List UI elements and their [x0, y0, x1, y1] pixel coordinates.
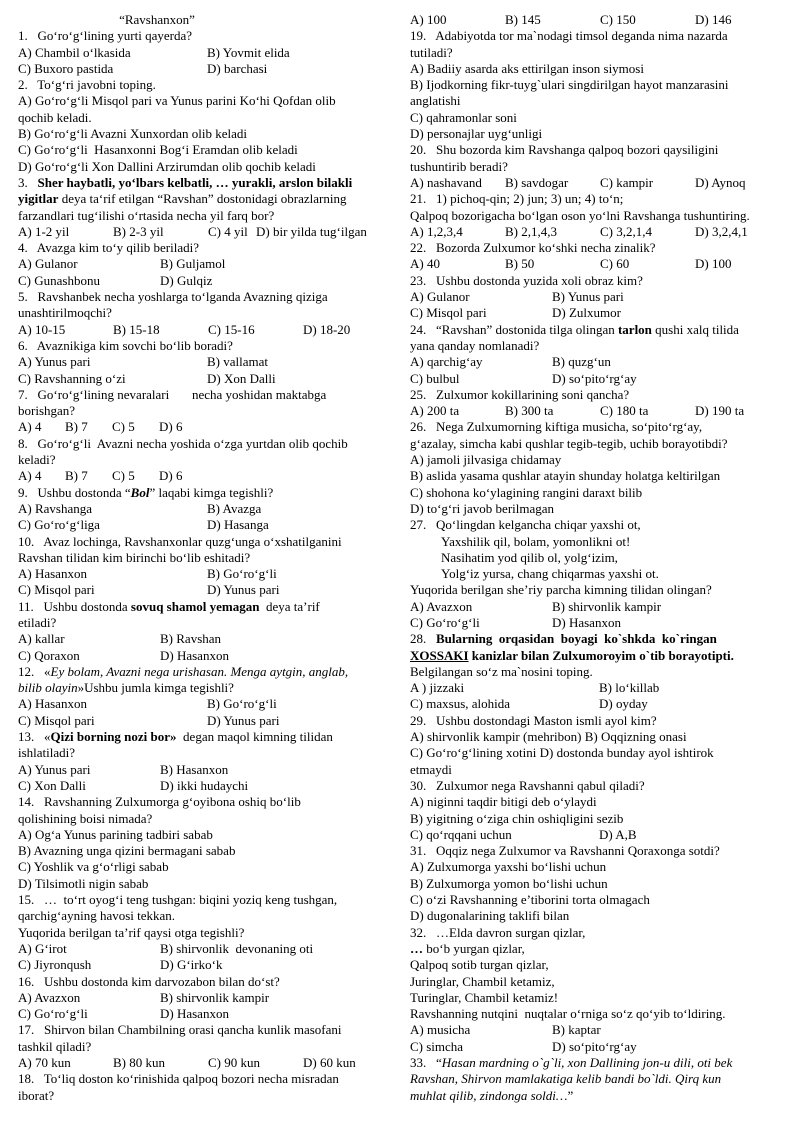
question-prompt: Ravshanning nutqini nuqtalar o‘rniga so‘z qo‘yib to‘ldiring.: [410, 1006, 726, 1022]
quote-close: ”: [567, 1087, 574, 1103]
question-text: 29. Ushbu dostondagi Maston ismli ayol kim?: [410, 712, 657, 728]
option-a: A) Go‘ro‘g‘li Misqol pari va Yunus parini Ko‘hi Qofdan olib: [18, 93, 336, 109]
option-d: D) so‘pito‘rg‘ay: [552, 370, 637, 386]
question-4: [18, 240, 396, 289]
question-text: 6. Avaznikiga kim sovchi bo‘lib boradi?: [18, 337, 233, 353]
verse-line-2: Yaxshilik qil, bolam, yomonlikni ot!: [441, 533, 631, 549]
option-b: B) aslida yasama qushlar atayin shunday holatga keltirilgan: [410, 468, 721, 484]
question-text-cont: qarchig‘ayning havosi tekkan.: [18, 908, 176, 924]
option-d: D) 18-20: [303, 321, 351, 337]
option-a: A) Zulxumorga yaxshi bo‘lishi uchun: [410, 859, 607, 875]
quote-text: Hasan mardning o`g`li, xon Dallining jon-u dili, oti bek: [441, 1055, 733, 1070]
question-bold-text-2: yigitlar: [18, 191, 59, 207]
question-27: [410, 517, 788, 631]
option-c: C) shohona ko‘ylagining rangini daraxt bilib: [410, 484, 643, 500]
option-b: B) 50: [505, 256, 535, 272]
option-d-cont: etmaydi: [410, 761, 452, 777]
option-d: D) Hasanxon: [552, 614, 621, 630]
option-b: B) 15-18: [113, 321, 160, 337]
option-c: C) qo‘rqqani uchun: [410, 826, 512, 842]
option-c: C) qahramonlar soni: [410, 109, 517, 125]
question-10: [18, 534, 396, 599]
option-c: C) Go‘ro‘g‘li: [18, 1006, 88, 1022]
question-text: 25. Zulxumor kokillarining soni qancha?: [410, 386, 630, 402]
question-text-cont: yana qanday nomlanadi?: [410, 337, 540, 353]
option-c: C) kampir: [600, 174, 654, 190]
option-a: A) Avazxon: [410, 598, 473, 614]
option-b: B) Guljamol: [160, 256, 226, 272]
option-d: D) barchasi: [207, 60, 268, 76]
option-a: A) 10-15: [18, 321, 66, 337]
option-c: C) Xon Dalli: [18, 777, 86, 793]
question-text-cont: keladi?: [18, 452, 56, 468]
option-c: C) 15-16: [208, 321, 255, 337]
option-b: B) savdogar: [505, 174, 569, 190]
option-b: B) 300 ta: [505, 403, 554, 419]
option-c: C) Gunashbonu: [18, 272, 100, 288]
question-11: [18, 599, 396, 664]
question-text: 30. Zulxumor nega Ravshanni qabul qiladi?: [410, 777, 645, 793]
option-c: C) Misqol pari: [18, 712, 95, 728]
question-text-cont: Ravshan tilidan kim birinchi bo‘lib eshitadi?: [18, 549, 251, 565]
question-text-cont: tushuntirib beradi?: [410, 158, 508, 174]
question-text-cont: tutiladi?: [410, 44, 453, 60]
question-19: [410, 28, 788, 142]
option-d: D) 60 kun: [303, 1055, 356, 1070]
option-b: B) Avazga: [207, 500, 262, 516]
question-text: 19. Adabiyotda tor ma`nodagi timsol deganda nima nazarda: [410, 28, 728, 44]
question-15: [18, 892, 396, 973]
option-a: A) 40: [410, 256, 440, 272]
option-c: C) 4 yil: [208, 223, 248, 239]
option-c: C) simcha: [410, 1038, 464, 1054]
question-9: [18, 485, 396, 534]
option-d: D) 6: [159, 468, 183, 484]
question-prompt: Belgilangan so‘z ma`nosini toping.: [410, 663, 593, 679]
verse-line-4: Juringlar, Chambil ketamiz,: [410, 973, 555, 989]
question-25: [410, 387, 788, 420]
question-13: [18, 729, 396, 794]
question-text: 10. Avaz lochinga, Ravshanxonlar quzg‘unga o‘xshatilganini: [18, 533, 342, 549]
question-12: [18, 664, 396, 729]
option-d: D) Gulqiz: [160, 272, 213, 288]
option-b: B) 2,1,4,3: [505, 223, 557, 239]
option-c: C) Go‘ro‘g‘li: [410, 614, 480, 630]
question-text: 18. To‘liq doston ko‘rinishida qalpoq bozori necha misradan: [18, 1071, 339, 1087]
question-text: 26. Nega Zulxumorning kiftiga musicha, so‘pito‘rg‘ay,: [410, 419, 703, 435]
option-b: B) lo‘killab: [599, 680, 660, 696]
option-d: D) Hasanxon: [160, 647, 229, 663]
option-a: A) Yunus pari: [18, 354, 91, 370]
question-16: [18, 974, 396, 1023]
question-text: 21. 1) pichoq-qin; 2) jun; 3) un; 4) to‘n;: [410, 191, 624, 207]
option-b: B) vallamat: [207, 354, 269, 370]
quote-text: Ey bolam, Avazni nega urishasan. Menga aytgin, anglab,: [50, 663, 349, 679]
option-a: A) 1,2,3,4: [410, 223, 463, 239]
option-a: A) Og‘a Yunus parining tadbiri sabab: [18, 826, 213, 842]
option-d: D) so‘pito‘rg‘ay: [552, 1038, 637, 1054]
question-21: [410, 191, 788, 240]
option-d: D) Hasanxon: [160, 1006, 229, 1022]
option-b: B) 145: [505, 12, 541, 27]
option-d: D) Go‘ro‘g‘li Xon Dallini Arzirumdan olib qochib keladi: [18, 158, 316, 174]
question-text: 14. Ravshanning Zulxumorga g‘oyibona oshiq bo‘lib: [18, 794, 301, 810]
option-a: A) Hasanxon: [18, 696, 87, 712]
option-b: B) Yunus pari: [552, 289, 624, 305]
question-8: [18, 436, 396, 485]
question-text-end: deya ta’rif: [259, 598, 320, 614]
option-d: D) 6: [159, 419, 183, 435]
question-text: 8. Go‘ro‘g‘li Avazni necha yoshida o‘zga yurtdan olib qochib: [18, 435, 348, 451]
question-text: 2. To‘g‘ri javobni toping.: [18, 77, 156, 93]
option-a: A) 4: [18, 468, 42, 484]
verse-line-4: Yolg‘iz yursa, chang chiqarmas yaxshi ot.: [441, 566, 659, 582]
question-text-cont: Qalpoq bozorigacha bo‘lgan oson yo‘lni Ravshanga tushuntiring.: [410, 207, 750, 223]
option-b: B) Zulxumorga yomon bo‘lishi uchun: [410, 875, 608, 891]
option-a: A) Gulanor: [410, 289, 470, 305]
quote-text-3: muhlat qilib, zindonga soldi…: [410, 1087, 568, 1103]
option-a: A ) jizzaki: [410, 680, 465, 696]
question-text: degan maqol kimning tilidan: [176, 729, 333, 745]
question-bold-text: Bularning orqasidan boyagi ko`shkda ko`ringan: [436, 631, 717, 647]
question-24: [410, 322, 788, 387]
doc-title: “Ravshanxon”: [119, 12, 195, 27]
option-a: A) Gulanor: [18, 256, 78, 272]
question-keyword: Qizi borning nozi bor»: [50, 729, 177, 745]
quote-text-cont: bilib olayin: [18, 680, 78, 696]
question-17: [18, 1022, 396, 1071]
option-d: D) G‘irko‘k: [160, 957, 223, 973]
question-text: »Ushbu jumla kimga tegishli?: [77, 680, 234, 696]
verse-blank: …: [410, 940, 423, 956]
option-a: A) 70 kun: [18, 1055, 71, 1070]
question-2: [18, 77, 396, 175]
question-text: 23. Ushbu dostonda yuzida xoli obraz kim?: [410, 272, 643, 288]
question-22: [410, 240, 788, 273]
option-d: D) Zulxumor: [552, 305, 621, 321]
question-text-cont: borishgan?: [18, 403, 76, 419]
question-text: deya ta‘rif etilgan “Ravshan” dostonidagi obrazlarning: [58, 191, 347, 207]
question-text: 9. Ushbu dostonda “: [18, 484, 131, 500]
option-b: B) quzg‘un: [552, 354, 611, 370]
option-b: B) Yovmit elida: [207, 44, 290, 60]
option-b: B) shirvonlik kampir: [160, 989, 270, 1005]
option-d: D) ikki hudaychi: [160, 777, 249, 793]
option-a-cont: qochib keladi.: [18, 109, 92, 125]
option-d: D) dostonda bunday ayol ishtirok: [536, 745, 714, 761]
option-c: C) 5: [112, 419, 135, 435]
question-text-cont: tashkil qiladi?: [18, 1038, 92, 1054]
question-text: 7. Go‘ro‘g‘lining nevaralari necha yoshidan maktabga: [18, 386, 327, 402]
question-5: [18, 289, 396, 338]
option-d: D) 190 ta: [695, 403, 745, 419]
option-b: B) yigitning o‘ziga chin oshiqligini sezib: [410, 810, 624, 826]
option-a: A) Hasanxon: [18, 566, 87, 582]
question-text: 15. … to‘rt oyog‘i teng tushgan: biqini yoziq keng tushgan,: [18, 892, 338, 908]
question-text-cont: ishlatiladi?: [18, 745, 76, 761]
question-text-cont: iborat?: [18, 1087, 55, 1103]
option-c: C) bulbul: [410, 370, 460, 386]
question-32: [410, 925, 788, 1055]
option-a: A) Ravshanga: [18, 500, 93, 516]
option-c: C) Buxoro pastida: [18, 60, 114, 76]
verse-line-3: Nasihatim yod qilib ol, yolg‘izim,: [441, 549, 618, 565]
question-text: 17. Shirvon bilan Chambilning orasi qancha kunlik masofani: [18, 1022, 342, 1038]
option-d: D) Tilsimotli nigin sabab: [18, 875, 149, 891]
option-c: C) Ravshanning o‘zi: [18, 370, 126, 386]
option-d: D) personajlar uyg‘unligi: [410, 126, 543, 142]
option-b: B) Ijodkorning fikr-tuyg`ulari singdirilgan hayot manzarasini: [410, 77, 729, 93]
question-text: 20. Shu bozorda kim Ravshanga qalpoq bozori qaysiligini: [410, 142, 719, 158]
question-text: 4. Avazga kim to‘y qilib beriladi?: [18, 240, 199, 256]
option-a: A) Badiiy asarda aks ettirilgan inson siymosi: [410, 60, 644, 76]
question-number: 3.: [18, 174, 38, 190]
option-b: B) 7: [65, 419, 88, 435]
question-text-end: qushi xalq tilida: [651, 321, 739, 337]
option-b: B) Ravshan: [160, 631, 222, 647]
option-b-cont: anglatishi: [410, 93, 461, 109]
question-number: 33. “: [410, 1055, 442, 1070]
option-b: B) Hasanxon: [160, 761, 229, 777]
option-a: A) 100: [410, 12, 447, 27]
option-a: A) jamoli jilvasiga chidamay: [410, 452, 562, 468]
option-b: B) 80 kun: [113, 1055, 165, 1070]
option-d: D) 3,2,4,1: [695, 223, 748, 239]
option-c: C) Qoraxon: [18, 647, 80, 663]
question-23: [410, 273, 788, 322]
option-c: C) Go‘ro‘g‘liga: [18, 517, 100, 533]
option-b: B) Go‘ro‘g‘li: [207, 566, 277, 582]
option-a: A) Chambil o‘lkasida: [18, 44, 131, 60]
question-bold-text-2: kanizlar bilan Zulxumoroyim o`tib borayotipti.: [468, 647, 734, 663]
question-29: [410, 713, 788, 778]
option-c: C) maxsus, alohida: [410, 696, 511, 712]
right-column: [410, 12, 788, 1104]
option-a: A) Avazxon: [18, 989, 81, 1005]
option-b: B) Avazning unga qizini bermagani sabab: [18, 843, 236, 859]
option-c: C) 5: [112, 468, 135, 484]
question-keyword: Bol: [130, 484, 150, 500]
option-d: D) 100: [695, 256, 732, 272]
question-text-cont: unashtirilmoqchi?: [18, 305, 112, 321]
question-33: [410, 1055, 788, 1104]
option-c: C) Misqol pari: [410, 305, 487, 321]
option-c: C) o‘zi Ravshanning e’tiborini torta olmagach: [410, 892, 650, 908]
option-d: D) oyday: [599, 696, 648, 712]
option-a: A) musicha: [410, 1022, 471, 1038]
question-prompt: Yuqorida berilgan she’riy parcha kimning tilidan olingan?: [410, 582, 712, 598]
question-number: 28.: [410, 631, 436, 647]
option-d: D) A,B: [599, 826, 637, 842]
option-d: D) Yunus pari: [207, 582, 280, 598]
question-text: 16. Ushbu dostonda kim darvozabon bilan do‘st?: [18, 973, 280, 989]
question-keyword: tarlon: [617, 321, 652, 337]
option-a: A) kallar: [18, 631, 65, 647]
option-a: A) Yunus pari: [18, 761, 91, 777]
question-18-options: [410, 12, 788, 28]
option-a: A) niginni taqdir bitigi deb o‘ylaydi: [410, 794, 597, 810]
question-text: 22. Bozorda Zulxumor ko‘shki necha zinalik?: [410, 240, 656, 256]
question-6: [18, 338, 396, 387]
option-c: C) Misqol pari: [18, 582, 95, 598]
verse-line-3: Qalpoq sotib turgan qizlar,: [410, 957, 549, 973]
question-7: [18, 387, 396, 436]
option-a: A) G‘irot: [18, 940, 67, 956]
question-text: 31. Oqqiz nega Zulxumor va Ravshanni Qoraxonga sotdi?: [410, 843, 720, 859]
question-28: [410, 631, 788, 712]
options-a-b: A) shirvonlik kampir (mehribon) B) Oqqizning onasi: [410, 729, 687, 745]
question-text: 1. Go‘ro‘g‘lining yurti qayerda?: [18, 28, 193, 44]
option-d: D) bir yilda tug‘ilgan: [256, 223, 367, 239]
option-c: C) 90 kun: [208, 1055, 260, 1070]
option-d: D) 146: [695, 12, 732, 27]
option-c: C) 60: [600, 256, 630, 272]
question-18: [18, 1071, 396, 1104]
option-b: B) shirvonlik kampir: [552, 598, 662, 614]
question-keyword: sovuq shamol yemagan: [130, 598, 260, 614]
option-a: A) nashavand: [410, 174, 482, 190]
option-c: C) Jiyronqush: [18, 957, 92, 973]
question-text-end: ” laqabi kimga tegishli?: [149, 484, 274, 500]
option-c: C) Go‘ro‘g‘lining xotini: [410, 745, 537, 761]
option-b: B) Go‘ro‘g‘li: [207, 696, 277, 712]
option-b: B) 7: [65, 468, 88, 484]
verse-line-1: 32. …Elda davron surgan qizlar,: [410, 924, 586, 940]
question-text-cont: g‘azalay, simcha kabi qushlar tegib-tegib, uchib borayotibdi?: [410, 435, 728, 451]
question-3: [18, 175, 396, 240]
option-d: D) dugonalarining taklifi bilan: [410, 908, 570, 924]
option-c: C) 180 ta: [600, 403, 649, 419]
question-31: [410, 843, 788, 924]
option-d: D) to‘g‘ri javob berilmagan: [410, 500, 555, 516]
question-text-cont: etiladi?: [18, 614, 57, 630]
option-d: D) Yunus pari: [207, 712, 280, 728]
verse-line-1: 27. Qo‘lingdan kelgancha chiqar yaxshi ot,: [410, 517, 641, 533]
option-c: C) Go‘ro‘g‘li Hasanxonni Bog‘i Eramdan olib keladi: [18, 142, 298, 158]
question-text: 5. Ravshanbek necha yoshlarga to‘lganda Avazning qiziga: [18, 289, 328, 305]
quote-text-2: Ravshan, Shirvon mamlakatiga kelib bandi bo`ldi. Qirq kun: [410, 1071, 722, 1087]
question-20: [410, 142, 788, 191]
question-prompt: Yuqorida berilgan ta’rif qaysi otga tegishli?: [18, 924, 245, 940]
option-b: B) Go‘ro‘g‘li Avazni Xunxordan olib keladi: [18, 126, 248, 142]
question-number: 12. «: [18, 663, 51, 679]
question-text: 11. Ushbu dostonda: [18, 598, 131, 614]
question-number: 13. «: [18, 729, 51, 745]
option-d: D) Xon Dalli: [207, 370, 276, 386]
question-26: [410, 419, 788, 517]
question-14: [18, 794, 396, 892]
option-a: A) 4: [18, 419, 42, 435]
question-text-cont: farzandlari tug‘ilishi o‘rtasida necha yil farq bor?: [18, 207, 275, 223]
option-a: A) 1-2 yil: [18, 223, 70, 239]
option-c: C) Yoshlik va g‘o‘rligi sabab: [18, 859, 169, 875]
option-a: A) qarchig‘ay: [410, 354, 483, 370]
left-column: [18, 12, 396, 1104]
verse-line-2: bo‘b yurgan qizlar,: [423, 940, 525, 956]
option-c: C) 3,2,1,4: [600, 223, 652, 239]
option-d: D) Aynoq: [695, 174, 746, 190]
question-text: 24. “Ravshan” dostonida tilga olingan: [410, 321, 618, 337]
option-b: B) 2-3 yil: [113, 223, 164, 239]
option-c: C) 150: [600, 12, 636, 27]
question-bold-text: Sher haybatli, yo‘lbars kelbatli, … yurakli, arslon bilakli: [37, 174, 353, 190]
option-d: D) Hasanga: [207, 517, 269, 533]
question-1: [18, 28, 396, 77]
option-a: A) 200 ta: [410, 403, 460, 419]
underlined-word: XOSSAKI: [410, 647, 469, 663]
question-30: [410, 778, 788, 843]
option-b: B) shirvonlik devonaning oti: [160, 940, 314, 956]
question-text-cont: qolishining boisi nimada?: [18, 810, 153, 826]
verse-line-5: Turinglar, Chambil ketamiz!: [410, 989, 559, 1005]
option-b: B) kaptar: [552, 1022, 601, 1038]
